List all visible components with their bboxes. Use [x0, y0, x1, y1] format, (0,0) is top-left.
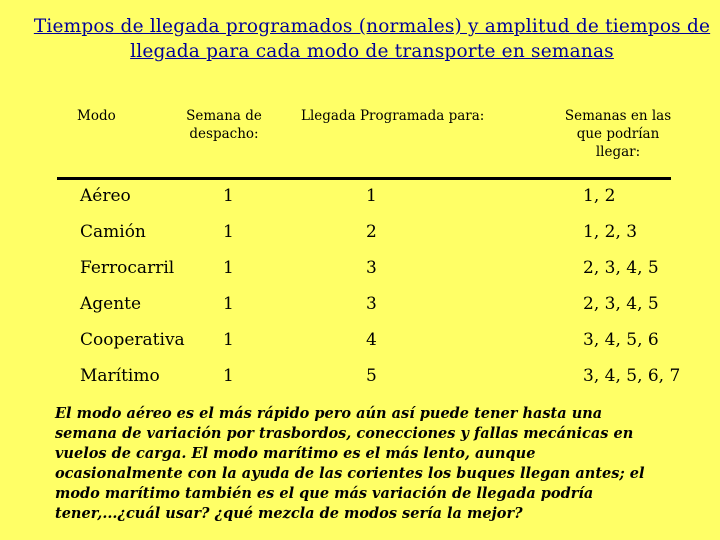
cell-modo: Marítimo: [80, 366, 160, 386]
cell-rango: 1, 2: [583, 186, 616, 206]
cell-llegada: 4: [366, 330, 377, 350]
cell-modo: Agente: [80, 294, 142, 314]
cell-rango: 1, 2, 3: [583, 222, 638, 242]
table-row: [0, 330, 720, 354]
table-row: [0, 366, 720, 390]
cell-llegada: 3: [366, 294, 377, 314]
cell-modo: Camión: [80, 222, 146, 242]
cell-semana: 1: [223, 330, 234, 350]
cell-rango: 2, 3, 4, 5: [583, 294, 659, 314]
cell-modo: Cooperativa: [80, 330, 185, 350]
table-row: [0, 186, 720, 210]
header-semanas-posibles: Semanas en las que podrían llegar:: [564, 108, 672, 160]
page-title: Tiempos de llegada programados (normales) y amplitud de tiempos de llegada para cada modo de transporte en semanas: [33, 16, 711, 62]
cell-semana: 1: [223, 258, 234, 278]
table-row: [0, 258, 720, 282]
table-row: [0, 222, 720, 246]
cell-rango: 3, 4, 5, 6, 7: [583, 366, 681, 386]
cell-rango: 2, 3, 4, 5: [583, 258, 659, 278]
cell-rango: 3, 4, 5, 6: [583, 330, 659, 350]
cell-llegada: 3: [366, 258, 377, 278]
cell-semana: 1: [223, 222, 234, 242]
cell-llegada: 5: [366, 366, 377, 386]
explanatory-note: El modo aéreo es el más rápido pero aún así puede tener hasta una semana de variación por trasbordos, conecciones y fallas mecánicas en vuelos de carga. El modo marítimo es el más lento, aunque ocasionalmente con la ayuda de las corientes los buques llegan antes; el modo marítimo también es el que más variación de llegada podría tener,...¿cuál usar? ¿qué mezcla de modos sería la mejor?: [55, 405, 645, 522]
cell-semana: 1: [223, 366, 234, 386]
cell-semana: 1: [223, 294, 234, 314]
cell-modo: Aéreo: [80, 186, 131, 206]
table-row: [0, 294, 720, 318]
cell-llegada: 1: [366, 186, 377, 206]
cell-semana: 1: [223, 186, 234, 206]
cell-llegada: 2: [366, 222, 377, 242]
header-divider: [57, 177, 671, 180]
header-modo: Modo: [77, 108, 116, 124]
cell-modo: Ferrocarril: [80, 258, 175, 278]
header-semana-despacho: Semana de despacho:: [186, 108, 262, 142]
header-llegada-programada: Llegada Programada para:: [301, 108, 485, 124]
